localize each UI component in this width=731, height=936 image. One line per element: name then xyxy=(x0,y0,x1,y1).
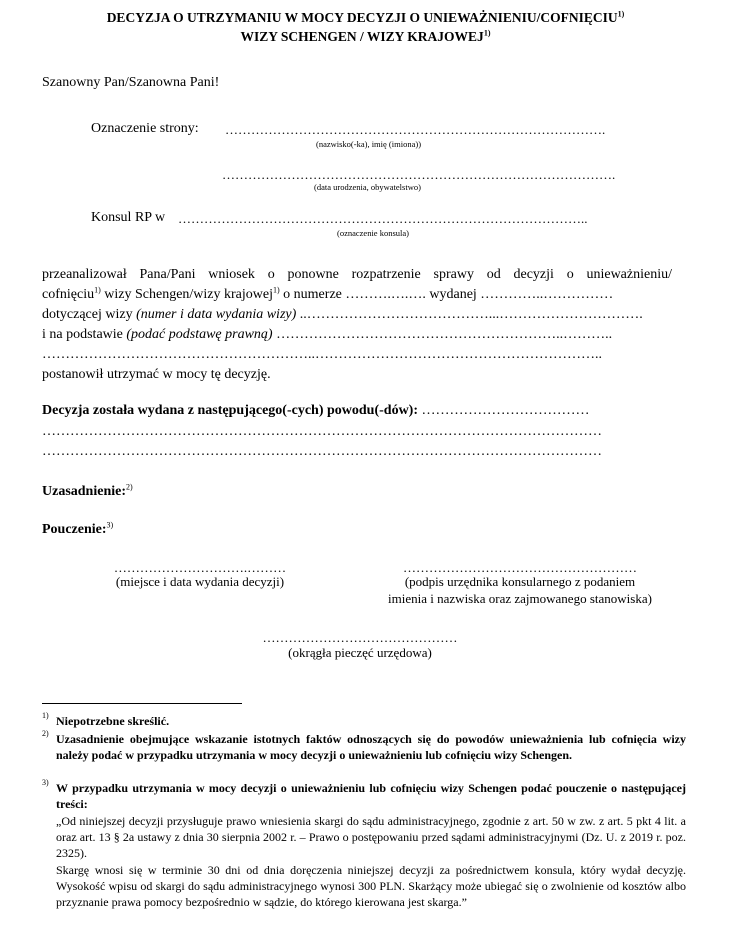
footnote-1-number: 1) xyxy=(42,711,49,720)
body-line-5: …………………………………………………..…………………………………………………….. xyxy=(42,347,602,362)
instruction-label: Pouczenie:$^{3)}$ xyxy=(42,520,114,537)
footnote-separator xyxy=(42,703,242,704)
reason-dots-2: ………………………………………………………………………………………………………… xyxy=(42,424,602,439)
body-line-4: i na podstawie (podać podstawę prawną) ……………………………………………………..……….. xyxy=(42,327,613,342)
party-birth-hint: (data urodzenia, obywatelstwo) xyxy=(314,182,421,192)
official-signature-field: ……………………………………………… xyxy=(403,560,637,575)
reason-dots-3: ………………………………………………………………………………………………………… xyxy=(42,444,602,459)
party-label: Oznaczenie strony: xyxy=(91,121,199,136)
official-signature-label-1: (podpis urzędnika konsularnego z podaniem xyxy=(404,574,636,589)
consul-field: ………………………………………………………………………………….. xyxy=(178,211,588,226)
document-title-line-1: DECYZJA O UTRZYMANIU W MOCY DECYZJI O UNIEWAŻNIENIU/COFNIĘCIU$^{1)}$ xyxy=(106,9,625,25)
body-line-6: postanowił utrzymać w mocy tę decyzję. xyxy=(42,367,271,382)
official-signature-label-2: imienia i nazwiska oraz zajmowanego stanowiska) xyxy=(388,591,652,606)
footnote-3-number: 3) xyxy=(42,778,49,787)
consul-hint: (oznaczenie konsula) xyxy=(337,228,409,238)
justification-label: Uzasadnienie:$^{2)}$ xyxy=(42,482,133,499)
greeting: Szanowny Pan/Szanowna Pani! xyxy=(42,75,220,90)
reason-heading-line: Decyzja została wydana z następującego(-cych) powodu(-dów): ……………………………… xyxy=(42,403,590,418)
stamp-field: ……………………………………… xyxy=(262,630,458,645)
footnote-2-number: 2) xyxy=(42,729,49,738)
place-date-label: (miejsce i data wydania decyzji) xyxy=(115,574,285,589)
body-line-3: dotyczącej wizy (numer i data wydania wizy) ..…………………………………...…………………………. xyxy=(42,307,643,322)
party-birth-field: ………………………………………………………………………………. xyxy=(222,167,616,182)
consul-label: Konsul RP w xyxy=(91,210,166,225)
party-name-field: ……………………………………………………………………………. xyxy=(225,122,606,137)
footnote-1-text: Niepotrzebne skreślić. xyxy=(56,714,170,728)
body-line-1: przeanalizował Pana/Pani wniosek o ponowne rozpatrzenie sprawy od decyzji o unieważnieniu/ xyxy=(42,267,672,282)
place-date-field: ………………………….……… xyxy=(113,560,287,575)
footnote-3-text: W przypadku utrzymania w mocy decyzji o unieważnieniu lub cofnięciu wizy Schengen podać pouczenie o następującej treści: xyxy=(56,781,686,811)
footnote-3-quote-1: „Od niniejszej decyzji przysługuje prawo wniesienia skargi do sądu administracyjnego, zgodnie z art. 50 w zw. z art. 5 pkt 4 lit. a oraz art. 13 § 2a ustawy z dnia 30 sierpnia 2002 r. – Prawo o postępowaniu przed sądami administracyjnymi (Dz. U. z 2019 r. poz. 2325). xyxy=(56,814,686,860)
footnote-3-quote-2: Skargę wnosi się w terminie 30 dni od dnia doręczenia niniejszej decyzji za pośrednictwem konsula, który wydał decyzję. Wysokość wpisu od skargi do sądu administracyjnego wynosi 300 PLN. Skarżący może ubiegać się o zwolnienie od kosztów albo przyznanie prawa pomocy bezpośrednio w sądzie, do którego kierowana jest skarga.” xyxy=(56,863,686,909)
document-title-line-2: WIZY SCHENGEN / WIZY KRAJOWEJ$^{1)}$ xyxy=(240,28,491,44)
stamp-label: (okrągła pieczęć urzędowa) xyxy=(288,645,432,660)
body-line-2: cofnięciu$^{1)}$ wizy Schengen/wizy krajowej$^{1)}$ o numerze ……….….…. wydanej …………..…………… xyxy=(42,285,614,302)
party-name-hint: (nazwisko(-ka), imię (imiona)) xyxy=(316,139,422,149)
footnote-2-text: Uzasadnienie obejmujące wskazanie istotnych faktów odnoszących się do powodów unieważnienia lub cofnięcia wizy należy podać w przypadku utrzymania w mocy decyzji o unieważnieniu lub cofnięciu wizy Schengen. xyxy=(56,732,686,762)
